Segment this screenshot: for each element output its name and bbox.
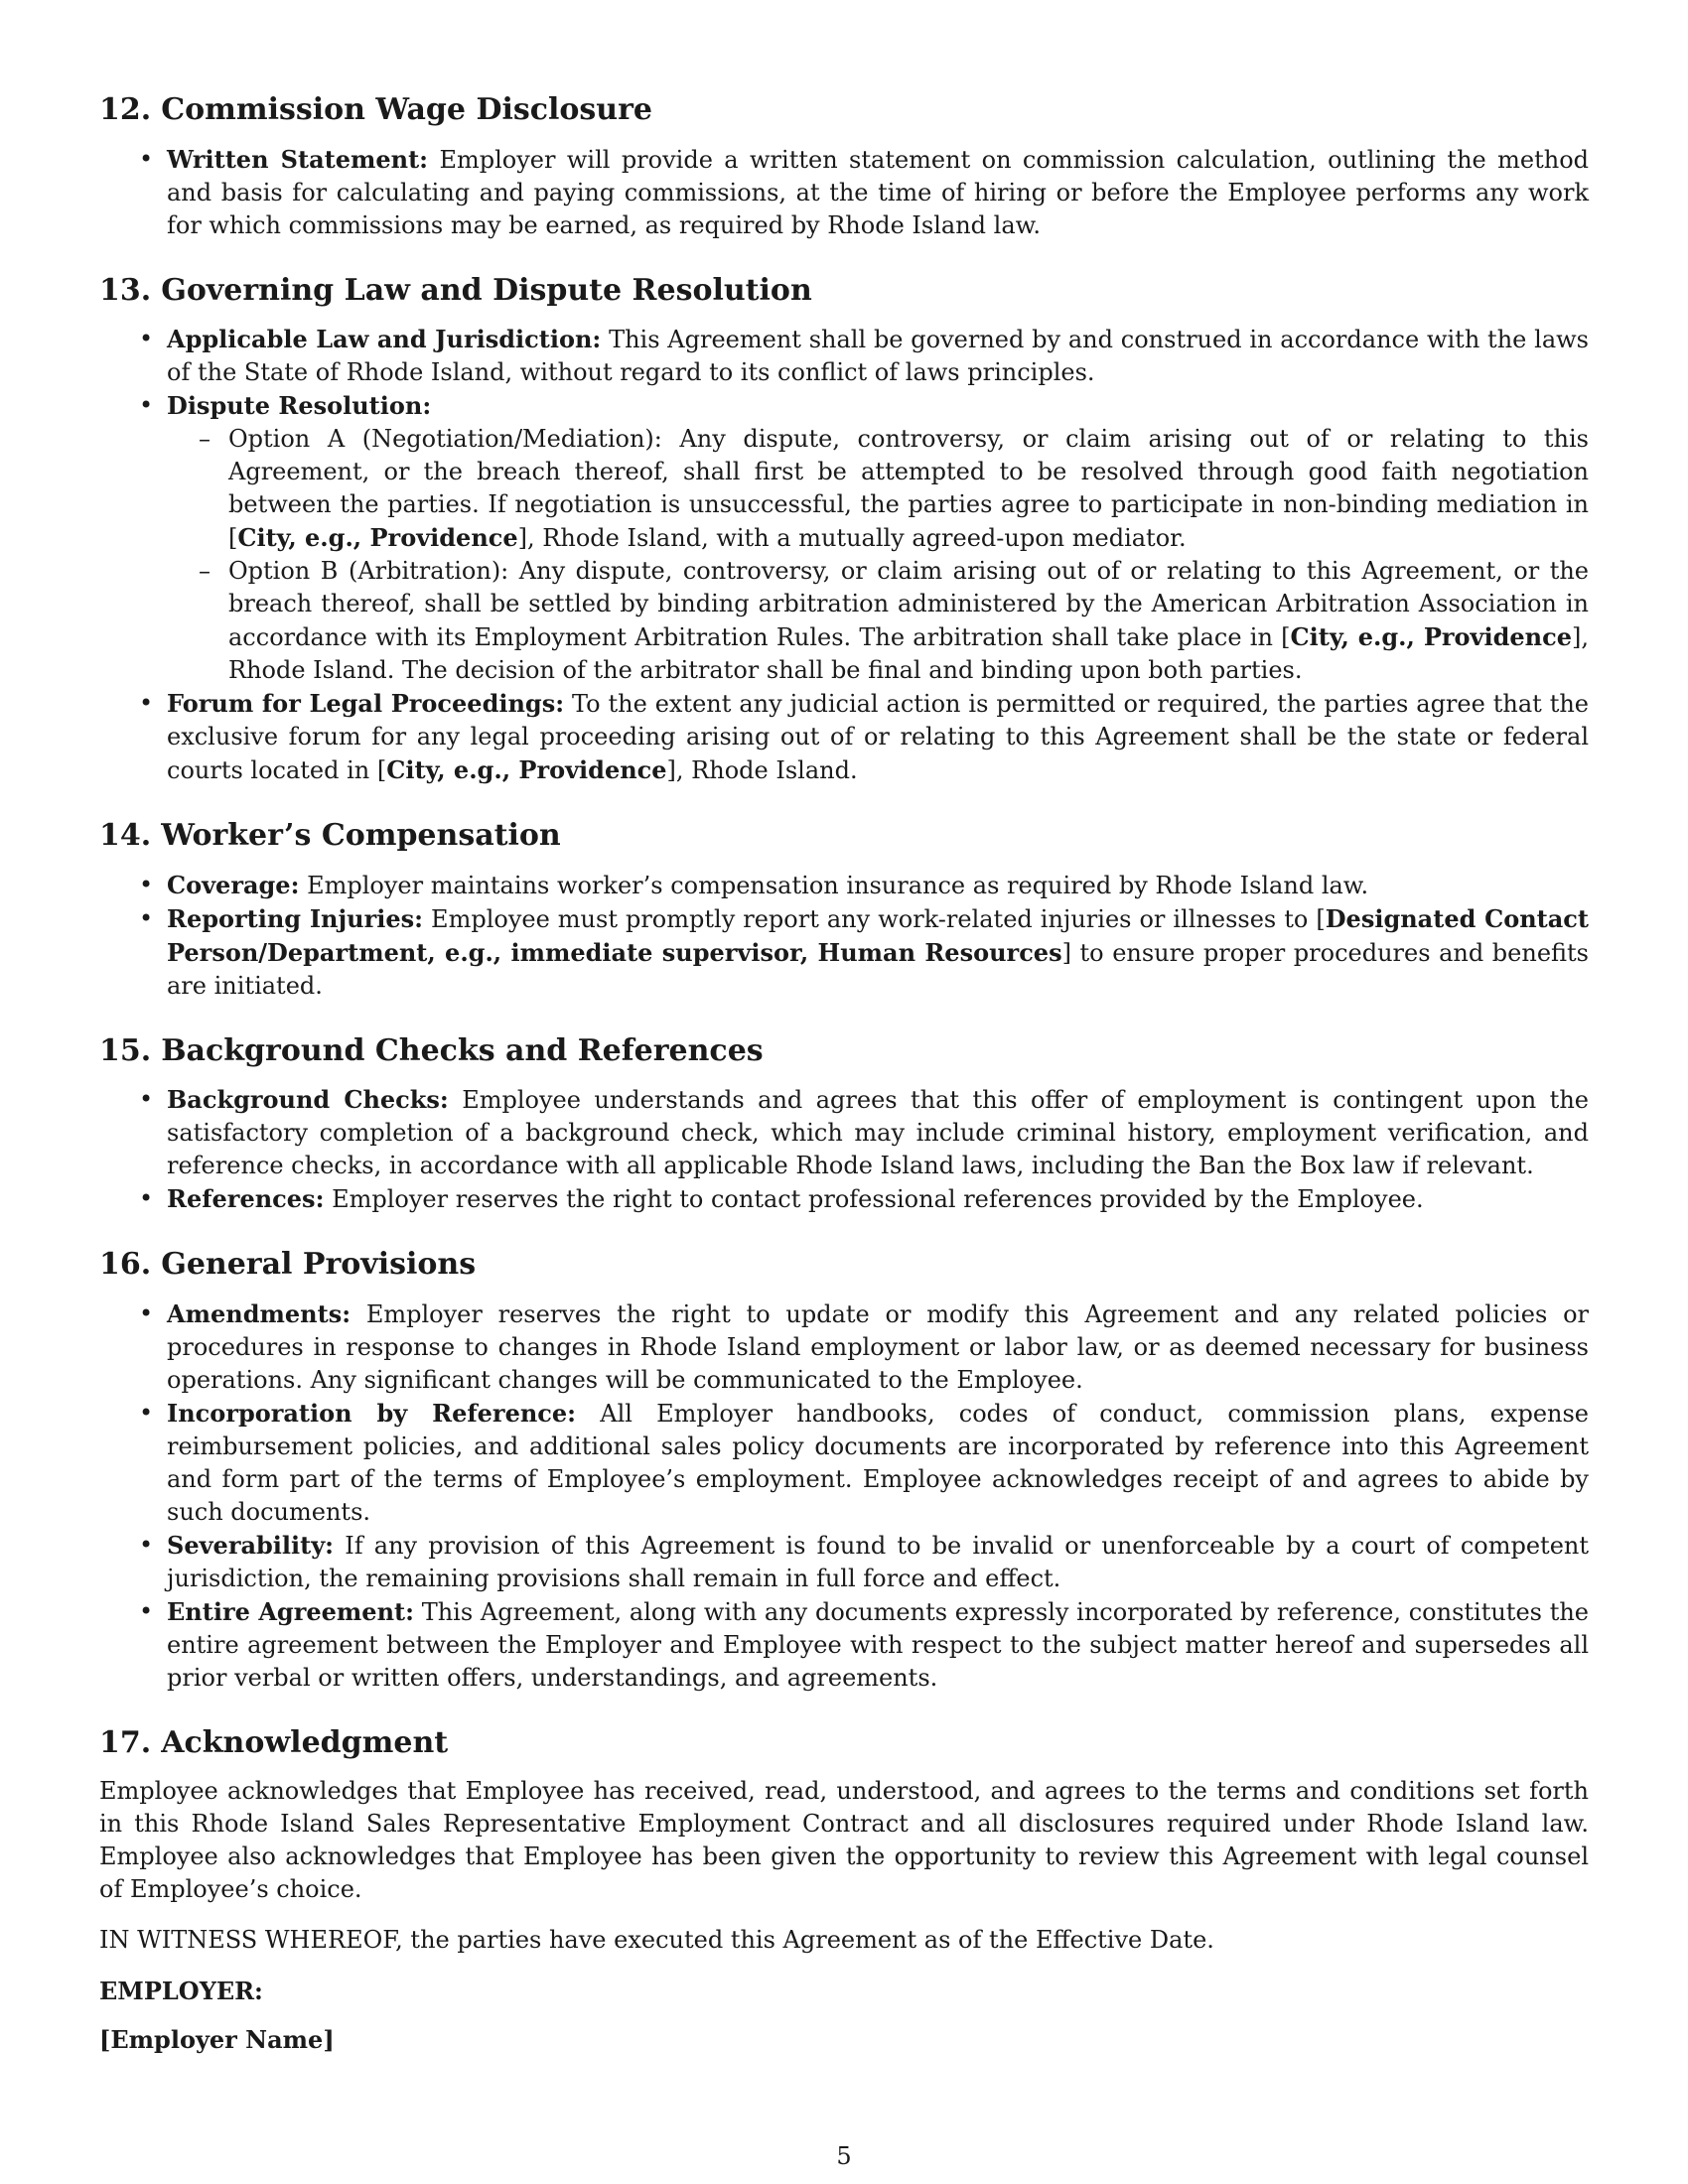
section-14 [99, 817, 1589, 1003]
section-heading: 17. Acknowledgment [99, 1724, 449, 1760]
list-item: • Severability: If any provision of this Agreement is found to be invalid or unenforceable by a court of competent jurisdiction, the remaining provisions shall remain in full force and effect. [167, 1529, 1589, 1595]
section-13 [99, 272, 1589, 788]
page-number: 5 [836, 2142, 852, 2170]
document-page [99, 91, 1589, 2086]
witness-statement: IN WITNESS WHEREOF, the parties have executed this Agreement as of the Effective Date. [99, 1926, 1214, 1954]
section-heading: 12. Commission Wage Disclosure [99, 92, 653, 127]
list-item: • Applicable Law and Jurisdiction: This Agreement shall be governed by and construed in accordance with the laws of the State of Rhode Island, without regard to its conflict of laws principles. [167, 323, 1589, 389]
section-15 [99, 1032, 1589, 1217]
sub-list-item: – Option B (Arbitration): Any dispute, controversy, or claim arising out of or relating to this Agreement, or the breach thereof, shall be settled by binding arbitration administered by the American Arbitration Association in accordance with its Employment Arbitration Rules. The arbitration shall take place in [City, e.g., Providence], Rhode Island. The decision of the arbitrator shall be final and binding upon both parties. [228, 555, 1589, 687]
section-16 [99, 1246, 1589, 1695]
section-heading: 15. Background Checks and References [99, 1032, 764, 1068]
list-item: • References: Employer reserves the right to contact professional references provided by the Employee. [167, 1182, 1589, 1216]
employer-label: EMPLOYER: [99, 1977, 263, 2005]
list-item: • Background Checks: Employee understands and agrees that this offer of employment is contingent upon the satisfactory completion of a background check, which may include criminal history, employment verification, and reference checks, in accordance with all applicable Rhode Island laws, including the Ban the Box law if relevant. [167, 1083, 1589, 1182]
section-heading: 13. Governing Law and Dispute Resolution [99, 272, 812, 308]
section-heading: 16. General Provisions [99, 1247, 477, 1282]
list-item: • Coverage: Employer maintains worker’s compensation insurance as required by Rhode Island law. [167, 869, 1589, 902]
section-17 [99, 1724, 1589, 2057]
section-heading: 14. Worker’s Compensation [99, 818, 561, 853]
list-item: • Dispute Resolution: – Option A (Negotiation/Mediation): Any dispute, controversy, or claim arising out of or relating to this Agreement, or the breach thereof, shall first be attempted to be resolved through good faith negotiation between the parties. If negotiation is unsuccessful, the parties agree to participate in non-binding mediation in [City, e.g., Providence], Rhode Island, with a mutually agreed-upon mediator. – Option B (Arbitration): Any dispute, controversy, or claim arising out of or relating to this Agreement, or the breach thereof, shall be settled by binding arbitration administered by the American Arbitration Association in accordance with its Employment Arbitration Rules. The arbitration shall take place in [City, e.g., Providence], Rhode Island. The decision of the arbitrator shall be final and binding upon both parties. [167, 389, 1589, 687]
sub-list-item: – Option A (Negotiation/Mediation): Any dispute, controversy, or claim arising out of or relating to this Agreement, or the breach thereof, shall first be attempted to be resolved through good faith negotiation between the parties. If negotiation is unsuccessful, the parties agree to participate in non-binding mediation in [City, e.g., Providence], Rhode Island, with a mutually agreed-upon mediator. [228, 423, 1589, 555]
section-12 [99, 91, 1589, 242]
list-item: • Forum for Legal Proceedings: To the extent any judicial action is permitted or required, the parties agree that the exclusive forum for any legal proceeding arising out of or relating to this Agreement shall be the state or federal courts located in [City, e.g., Providence], Rhode Island. [167, 687, 1589, 787]
list-item: • Reporting Injuries: Employee must promptly report any work-related injuries or illnesses to [Designated Contact Person/Department, e.g., immediate supervisor, Human Resources] to ensure proper procedures and benefits are initiated. [167, 902, 1589, 1003]
acknowledgment-paragraph: Employee acknowledges that Employee has received, read, understood, and agrees to the terms and conditions set forth in this Rhode Island Sales Representative Employment Contract and all disclosures required under Rhode Island law. Employee also acknowledges that Employee has been given the opportunity to review this Agreement with legal counsel of Employee’s choice. [99, 1777, 1589, 1903]
list-item: • Written Statement: Employer will provide a written statement on commission calculation, outlining the method and basis for calculating and paying commissions, at the time of hiring or before the Employee performs any work for which commissions may be earned, as required by Rhode Island law. [167, 143, 1589, 242]
list-item: • Incorporation by Reference: All Employer handbooks, codes of conduct, commission plans, expense reimbursement policies, and additional sales policy documents are incorporated by reference into this Agreement and form part of the terms of Employee’s employment. Employee acknowledges receipt of and agrees to abide by such documents. [167, 1397, 1589, 1529]
list-item: • Entire Agreement: This Agreement, along with any documents expressly incorporated by reference, constitutes the entire agreement between the Employer and Employee with respect to the subject matter hereof and supersedes all prior verbal or written offers, understandings, and agreements. [167, 1595, 1589, 1695]
list-item: • Amendments: Employer reserves the right to update or modify this Agreement and any related policies or procedures in response to changes in Rhode Island employment or labor law, or as deemed necessary for business operations. Any significant changes will be communicated to the Employee. [167, 1297, 1589, 1397]
employer-name: [Employer Name] [99, 2025, 335, 2054]
